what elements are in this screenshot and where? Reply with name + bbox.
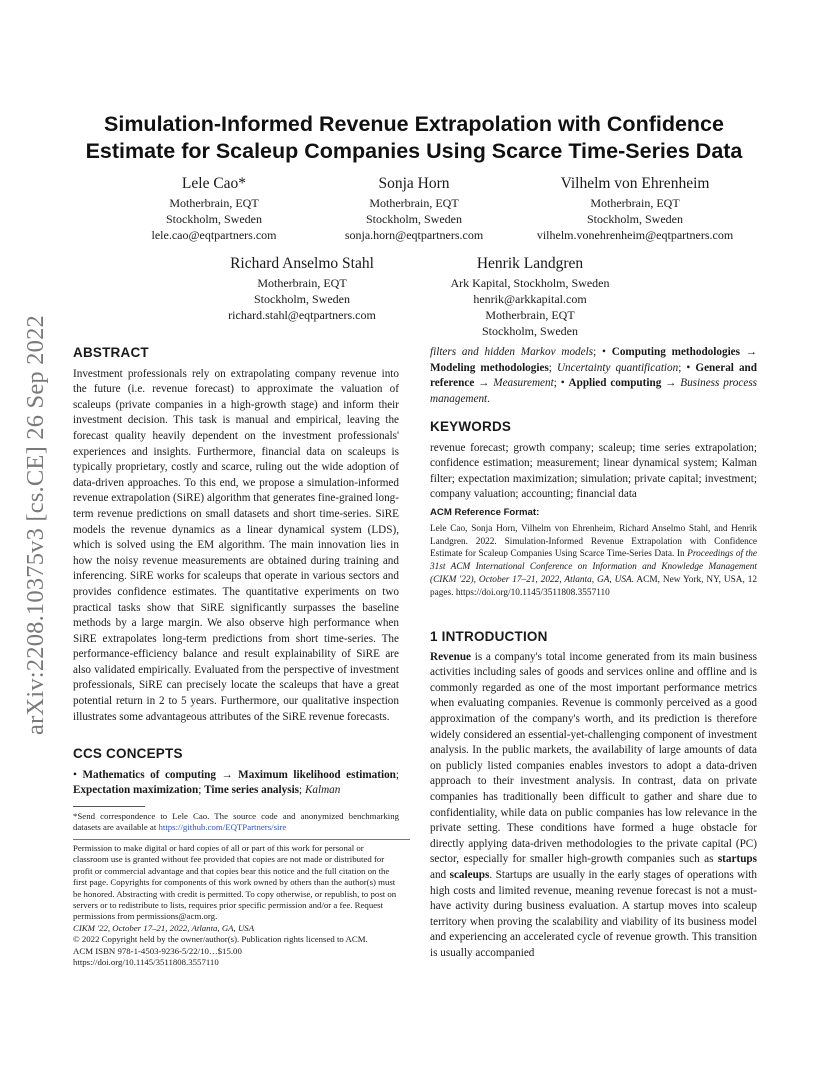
author-email: vilhelm.vonehrenheim@eqtpartners.com (536, 228, 734, 242)
ccs-separator: → (474, 377, 494, 390)
intro-term: Revenue (430, 650, 472, 663)
intro-term: startups (717, 853, 757, 866)
author-name: Henrik Landgren (476, 255, 584, 272)
introduction-section (430, 629, 757, 961)
intro-term: scaleups (449, 868, 490, 881)
ccs-separator: ; • (593, 346, 612, 358)
author-block (520, 174, 750, 243)
keywords-text: revenue forecast; growth company; scaleup; time series extrapolation; confidence estimation; measurement; linear dynamical system; Kalman filter; expectation maximization; simulation; private capital; investment; company valuation; accounting; financial data (430, 441, 757, 501)
copyright-line: © 2022 Copyright held by the owner/author(s). Publication rights licensed to ACM. (73, 934, 368, 945)
permission-rule (73, 839, 410, 840)
introduction-text (430, 650, 757, 962)
ccs-continued (430, 345, 757, 407)
author-name: Sonja Horn (378, 175, 450, 192)
ccs-term: Expectation maximization (73, 784, 199, 797)
ccs-separator: ; (395, 768, 400, 781)
abstract-text: Investment professionals rely on extrapolating company revenue into the future (i.e. revenue forecast) to approximate the valuation of scaleups (private companies in a high-growth stage) and inform their investment decision. This task is manual and empirical, leaving the forecast quality heavily dependent on the investment professionals' experiences and insights. Furthermore, financial data on scaleups is typically proprietary, costly and scarce, ruling out the wide adoption of data-driven approaches. To this end, we propose a simulation-informed revenue extrapolation (SiRE) algorithm that generates fine-grained long-term revenue predictions on small datasets and short time-series. SiRE models the revenue dynamics as a linear dynamical system (LDS), which is solved using the EM algorithm. The main innovation lies in how the noisy revenue measurements are obtained during training and inferencing. SiRE works for scaleups that operate in various sectors and provides confidence estimates. The quantitative experiments on two practical tasks show that SiRE significantly surpasses the baseline methods by a large margin. We also observe high performance when SiRE extrapolates long-term predictions from short time-series. The performance-efficiency balance and result explainability of SiRE are also validated empirically. Evaluated from the perspective of investment professionals, SiRE can precisely locate the scaleups that have a great potential return in 2 to 5 years. Furthermore, our qualitative inspection illustrates some advantageous attributes of the SiRE revenue forecasts. (73, 367, 399, 723)
permission-text: Permission to make digital or hard copies of all or part of this work for personal or classroom use is granted without fee provided that copies are not made or distributed for profit or commercial advantage and that copies bear this notice and the full citation on the first page. Copyrights for components of this work owned by others than the author(s) must be honored. Abstracting with credit is permitted. To copy otherwise, or republish, to post on servers or to redistribute to lists, requires prior specific permission and/or a fee. Request permissions from permissions@acm.org. (73, 843, 397, 922)
footnote-link[interactable]: https://github.com/EQTPartners/sire (158, 822, 287, 833)
author-affiliation: Motherbrain, EQT (485, 308, 575, 322)
ccs-separator: ; (299, 784, 305, 797)
author-name: Vilhelm von Ehrenheim (560, 175, 710, 192)
footnote-block (73, 806, 399, 834)
author-email: henrik@arkkapital.com (473, 292, 587, 306)
author-affiliation: Motherbrain, EQT (169, 196, 259, 210)
author-block (310, 174, 518, 243)
intro-body: is a company's total income generated from its main business activities including sales of goods and services online and offline and is commonly regarded as one of the most important performance metrics when evaluating companies. Revenue is commonly perceived as a good approximation of the company's worth, and its prediction is therefore widely considered an essential-yet-challenging component of investment analysis. In the public markets, the availability of large amounts of data on publicly listed companies enables investors to adopt a data-driven approach to their investment analysis. In contrast, data on private companies has traditionally been difficult to gather and share due to confidentiality, while data on public companies has low relevance in the private setting. These conditions have formed a huge obstacle for directly applying data-driven methodologies to the private capital (PC) sector, especially for smaller high-growth companies such as (430, 650, 757, 866)
ccs-term: Business process management (430, 377, 758, 405)
introduction-heading: 1 INTRODUCTION (430, 629, 548, 644)
footnote-rule (73, 806, 145, 807)
author-location: Stockholm, Sweden (254, 292, 350, 306)
ccs-separator: ; (198, 784, 205, 797)
acm-reference-heading: ACM Reference Format: (430, 507, 540, 518)
author-name: Richard Anselmo Stahl (230, 255, 374, 272)
acm-reference-authors: Lele Cao, Sonja Horn, Vilhelm von Ehrenheim, Richard Anselmo Stahl, and Henrik Landgren. 2022. Simulation-Informed Revenue Extrapolation with Confidence Estimate for Scaleup Companies Using Scarce Time-Series Data. In (430, 523, 757, 560)
ccs-term: Mathematics of computing → Maximum likelihood estimation (82, 768, 396, 781)
author-email: sonja.horn@eqtpartners.com (344, 228, 484, 242)
ccs-separator: ; • (678, 361, 696, 374)
ccs-text-right (430, 345, 757, 407)
isbn-line: ACM ISBN 978-1-4503-9236-5/22/10…$15.00 (73, 945, 242, 956)
ccs-term: General and reference (430, 361, 757, 390)
ccs-term: Applied computing → (568, 377, 677, 390)
keywords-heading: KEYWORDS (430, 419, 512, 434)
author-name: Lele Cao* (181, 175, 247, 192)
author-email: lele.cao@eqtpartners.com (151, 228, 277, 242)
author-location: Stockholm, Sweden (366, 212, 462, 226)
acm-reference-venue: Proceedings of the 31st ACM International Conference on Information and Knowledge Management (CIKM '22), October 17–21, 2022, Atlanta, GA, USA. (430, 549, 757, 586)
acm-reference-section (430, 505, 757, 600)
footnote-prefix: *Send correspondence to Lele Cao. The source code and anonymized benchmarking datasets are available at (73, 811, 399, 833)
ccs-term: Measurement (493, 377, 554, 390)
conference-line: CIKM '22, October 17–21, 2022, Atlanta, GA, USA (73, 922, 255, 933)
author-location: Stockholm, Sweden (587, 212, 683, 226)
author-location: Stockholm, Sweden (482, 324, 578, 338)
acm-reference-text (430, 523, 757, 600)
keywords-section (430, 419, 757, 503)
abstract-heading: ABSTRACT (73, 345, 149, 360)
author-block (110, 174, 318, 243)
arxiv-stamp: arXiv:2208.10375v3 [cs.CE] 26 Sep 2022 (22, 315, 49, 735)
ccs-term: Uncertainty quantification (556, 361, 679, 374)
ccs-text-left: • Mathematics of computing → Maximum likelihood estimation; Expectation maximization; Time series analysis; Kalman (73, 768, 400, 797)
author-affiliation: Motherbrain, EQT (369, 196, 459, 210)
author-affiliation: Motherbrain, EQT (590, 196, 680, 210)
author-affiliation: Ark Kapital, Stockholm, Sweden (450, 276, 610, 290)
left-column (73, 345, 399, 725)
ccs-heading: CCS CONCEPTS (73, 746, 183, 761)
intro-body: . Startups are usually in the early stages of operations with high costs and limited revenue, meaning revenue forecast is not a must-have activity during business evaluation. A startup moves into scaleup territory when proving the scalability and viability of its business model and experiencing an accelerated cycle of revenue growth. This transition is usually accompanied (430, 868, 758, 959)
ccs-term: Time series analysis (204, 784, 300, 797)
ccs-separator: . (487, 392, 490, 405)
paper-title: Simulation-Informed Revenue Extrapolation with Confidence Estimate for Scaleup Companies Using Scarce Time-Series Data (85, 112, 743, 163)
permission-block (73, 839, 401, 968)
ccs-term: Kalman (304, 784, 341, 797)
ccs-term: filters and hidden Markov models (430, 346, 594, 358)
author-block (420, 254, 640, 339)
author-email: richard.stahl@eqtpartners.com (228, 308, 376, 322)
author-affiliation: Motherbrain, EQT (257, 276, 347, 290)
author-block (202, 254, 402, 323)
acm-reference-tail: ACM, New York, NY, USA, 12 pages. https://doi.org/10.1145/3511808.3557110 (430, 575, 758, 599)
doi-line: https://doi.org/10.1145/3511808.3557110 (73, 957, 219, 968)
ccs-separator: ; (548, 361, 557, 374)
footnote-text (73, 811, 399, 834)
ccs-section (73, 746, 399, 799)
ccs-term: Computing methodologies → Modeling methodologies (430, 346, 757, 374)
author-location: Stockholm, Sweden (166, 212, 262, 226)
intro-body: and (430, 868, 450, 881)
ccs-separator: ; • (553, 377, 569, 390)
